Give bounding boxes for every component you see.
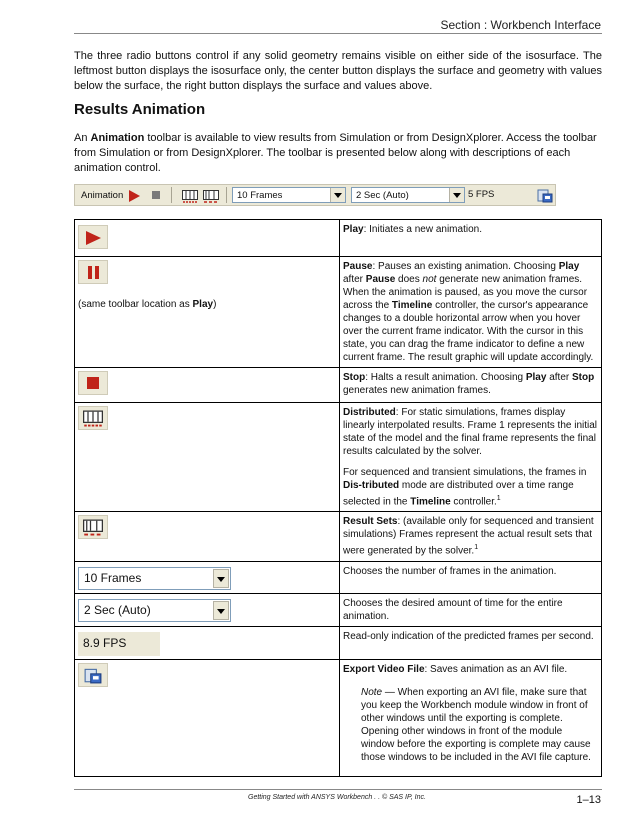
table-row: 8.9 FPS Read-only indication of the predicted frames per second. bbox=[75, 626, 602, 659]
footer-text: Getting Started with ANSYS Workbench . . © SAS IP, Inc. bbox=[248, 794, 426, 801]
table-row: 10 Frames Chooses the number of frames in the animation. bbox=[75, 561, 602, 593]
play-button[interactable] bbox=[78, 225, 108, 249]
chevron-down-icon[interactable] bbox=[449, 188, 464, 202]
play-icon bbox=[86, 231, 101, 245]
distributed-icon[interactable] bbox=[182, 189, 198, 203]
result-sets-button[interactable] bbox=[78, 515, 108, 539]
frames-select[interactable]: 10 Frames bbox=[78, 567, 231, 590]
stop-icon bbox=[87, 377, 99, 389]
chevron-down-icon[interactable] bbox=[213, 569, 229, 588]
chevron-down-icon[interactable] bbox=[213, 601, 229, 620]
toolbar-label: Animation bbox=[81, 190, 124, 201]
export-video-icon[interactable] bbox=[537, 187, 553, 203]
toolbar-separator bbox=[171, 187, 172, 203]
header-rule bbox=[74, 33, 602, 34]
time-select-value: 2 Sec (Auto) bbox=[356, 190, 409, 201]
stop-button[interactable] bbox=[78, 371, 108, 395]
play-icon[interactable] bbox=[129, 190, 140, 202]
frames-select[interactable] bbox=[232, 187, 346, 203]
stop-icon[interactable] bbox=[152, 191, 160, 199]
table-row bbox=[75, 659, 602, 776]
pause-button[interactable] bbox=[78, 260, 108, 284]
frames-select-value: 10 Frames bbox=[237, 190, 283, 201]
pause-icon bbox=[88, 266, 100, 279]
fps-readout: 5 FPS bbox=[468, 189, 495, 200]
export-desc: Export Video File: Saves animation as an AVI file. bbox=[343, 663, 568, 675]
footer-rule bbox=[74, 789, 602, 790]
section-heading: Results Animation bbox=[74, 101, 206, 118]
animation-controls-table bbox=[74, 219, 602, 777]
distributed-button[interactable] bbox=[78, 406, 108, 430]
table-row: Stop: Halts a result animation. Choosing Play after Stop generates new animation frames. bbox=[75, 368, 602, 403]
table-row: Result Sets: (available only for sequenced and transient simulations) Frames represent the actual result sets that were generated by the solver.$^1$ bbox=[75, 512, 602, 561]
pause-location-note: (same toolbar location as Play) bbox=[78, 299, 217, 310]
toolbar-separator bbox=[226, 187, 227, 203]
table-row: Play: Initiates a new animation. bbox=[75, 220, 602, 257]
table-row bbox=[75, 403, 602, 512]
distributed-desc-1: Distributed: For static simulations, frames display linearly interpolated results. Frame 1 represents the initial state of the model and the final frame represents the final results calculated by the solver. bbox=[343, 407, 598, 457]
chevron-down-icon[interactable] bbox=[330, 188, 345, 202]
intro-paragraph: The three radio buttons control if any solid geometry remains visible on either side of the isosurface. The leftmost button displays the isosurface only, the center button displays the surface and geometry with values below the surface, the right button displays the surface and values above. bbox=[74, 50, 602, 92]
result-sets-icon[interactable] bbox=[203, 189, 219, 203]
animation-toolbar bbox=[74, 184, 556, 206]
page-number: 1–13 bbox=[576, 794, 601, 806]
export-note: Note — When exporting an AVI file, make sure that you keep the Workbench module window in front of other windows until the exporting is complete. Opening other windows in front of the module window before the exporting is complete may cause those windows to be included in the AVI file capture. bbox=[361, 686, 591, 763]
table-row: 2 Sec (Auto) Chooses the desired amount of time for the entire animation. bbox=[75, 593, 602, 626]
result-sets-icon bbox=[83, 518, 103, 536]
fps-readout: 8.9 FPS bbox=[78, 632, 160, 656]
time-select[interactable] bbox=[351, 187, 465, 203]
export-video-button[interactable] bbox=[78, 663, 108, 687]
export-video-icon bbox=[84, 666, 102, 684]
time-select[interactable]: 2 Sec (Auto) bbox=[78, 599, 231, 622]
section-header: Section : Workbench Interface bbox=[440, 18, 601, 32]
table-row: (same toolbar location as Play) Pause: Pauses an existing animation. Choosing Play after Pause does not generate new animation frames. When the animation is paused, as you move the cursor across the Timeline controller, the cursor's appearance changes to a double horizontal arrow when you hover over the current frame indicator. With the cursor in this state, you can drag the frame indicator to define a new current frame. The result graphic will update accordingly. bbox=[75, 257, 602, 368]
toolbar-description: An Animation toolbar is available to view results from Simulation or from DesignXplorer. Access the toolbar from Simulation or from DesignXplorer. The toolbar is presented below along with descriptions of each animation control. bbox=[74, 132, 597, 174]
distributed-icon bbox=[83, 409, 103, 427]
distributed-desc-2: For sequenced and transient simulations, the frames in Dis-tributed mode are distributed over a time range selected in the Timeline controller.$^1$ bbox=[343, 467, 587, 508]
